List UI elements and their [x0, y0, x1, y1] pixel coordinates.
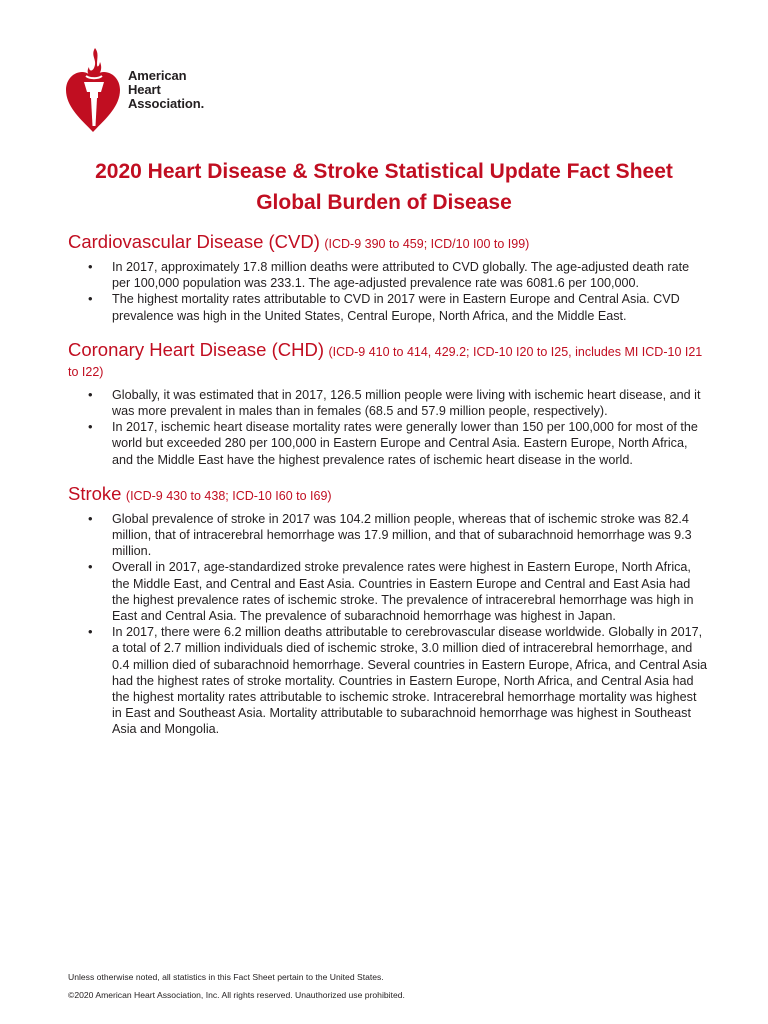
list-item: • The highest mortality rates attributable to CVD in 2017 were in Eastern Europe and Central Asia. CVD prevalence was high in the United States, Central Europe, North Africa, and the Middle East.: [68, 291, 708, 323]
section-title: Coronary Heart Disease (CHD): [68, 338, 324, 360]
list-item: • Overall in 2017, age-standardized stroke prevalence rates were highest in Eastern Europe, North Africa, the Middle East, and Central and East Asia. Countries in Eastern Europe and Central and East Asia had the highest prevalence rates of ischemic stroke. The prevalence of intracerebral hemorrhage was high in East and Central Asia. The prevalence of subarachnoid hemorrhage was highest in Japan.: [68, 559, 708, 624]
logo-line-3: Association.: [128, 96, 205, 111]
bullet-list: [68, 511, 708, 738]
section-title: Cardiovascular Disease (CVD): [68, 231, 320, 252]
section-heading: [68, 232, 708, 254]
list-item: • In 2017, approximately 17.8 million deaths were attributed to CVD globally. The age-adjusted death rate per 100,000 population was 233.1. The age-adjusted prevalence rate was 6081.6 per 100,000.: [68, 259, 708, 291]
section-heading: [68, 484, 708, 506]
section-heading: [68, 340, 708, 382]
list-item: • In 2017, there were 6.2 million deaths attributable to cerebrovascular disease worldwide. Globally in 2017, a total of 2.7 million individuals died of ischemic stroke, 3.0 million died of intracerebral hemorrhage, and 0.4 million died of subarachnoid hemorrhage. Several countries in Eastern Europe, Africa, and Central Asia had the highest rates of stroke mortality. Countries in Eastern Europe, North Africa, and Central Asia had the highest mortality rates attributable to ischemic stroke. Intracerebral hemorrhage mortality was highest in East and Southeast Asia. Mortality attributable to subarachnoid hemorrhage was highest in Southeast Asia and Mongolia.: [68, 624, 708, 737]
footer: [68, 968, 405, 1004]
bullet-list: [68, 387, 708, 468]
aha-logo: [64, 46, 204, 134]
page-title: [0, 156, 768, 218]
list-item: • Global prevalence of stroke in 2017 was 104.2 million people, whereas that of ischemic stroke was 82.4 million, that of intracerebral hemorrhage was 17.9 million, and that of subarachnoid hemorrhage was 9.3 million.: [68, 511, 708, 560]
footer-note: Unless otherwise noted, all statistics in this Fact Sheet pertain to the United States.: [68, 972, 384, 982]
logo-line-2: Heart: [128, 82, 161, 97]
section-icd-codes: (ICD-9 390 to 459; ICD/10 I00 to I99): [324, 237, 530, 251]
heart-torch-icon: [64, 46, 122, 134]
list-item: • Globally, it was estimated that in 2017, 126.5 million people were living with ischemic heart disease, and it was more prevalent in males than in females (68.5 and 57.9 million people, respectively).: [68, 387, 708, 419]
fact-sheet-content: [68, 232, 708, 754]
title-line-1: 2020 Heart Disease & Stroke Statistical Update Fact Sheet: [95, 160, 673, 183]
section-icd-codes: (ICD-9 430 to 438; ICD-10 I60 to I69): [125, 488, 332, 503]
section-stroke: [68, 484, 708, 738]
bullet-list: [68, 259, 708, 324]
title-line-2: Global Burden of Disease: [256, 191, 512, 214]
section-icd-codes: (ICD-9 410 to 414, 429.2; ICD-10 I20 to I25, includes MI ICD-10 I21 to I22): [68, 344, 703, 379]
logo-line-1: American: [128, 68, 187, 83]
section-chd: [68, 340, 708, 468]
section-title: Stroke: [68, 482, 122, 504]
footer-copyright: ©2020 American Heart Association, Inc. All rights reserved. Unauthorized use prohibited.: [68, 990, 405, 1000]
section-cvd: [68, 232, 708, 324]
list-item: • In 2017, ischemic heart disease mortality rates were generally lower than 150 per 100,000 for most of the world but exceeded 280 per 100,000 in Eastern Europe and Central Asia. Eastern Europe, North Africa, and the Middle East have the highest prevalence rates of ischemic heart disease in the world.: [68, 419, 708, 468]
logo-wordmark: [128, 69, 204, 111]
